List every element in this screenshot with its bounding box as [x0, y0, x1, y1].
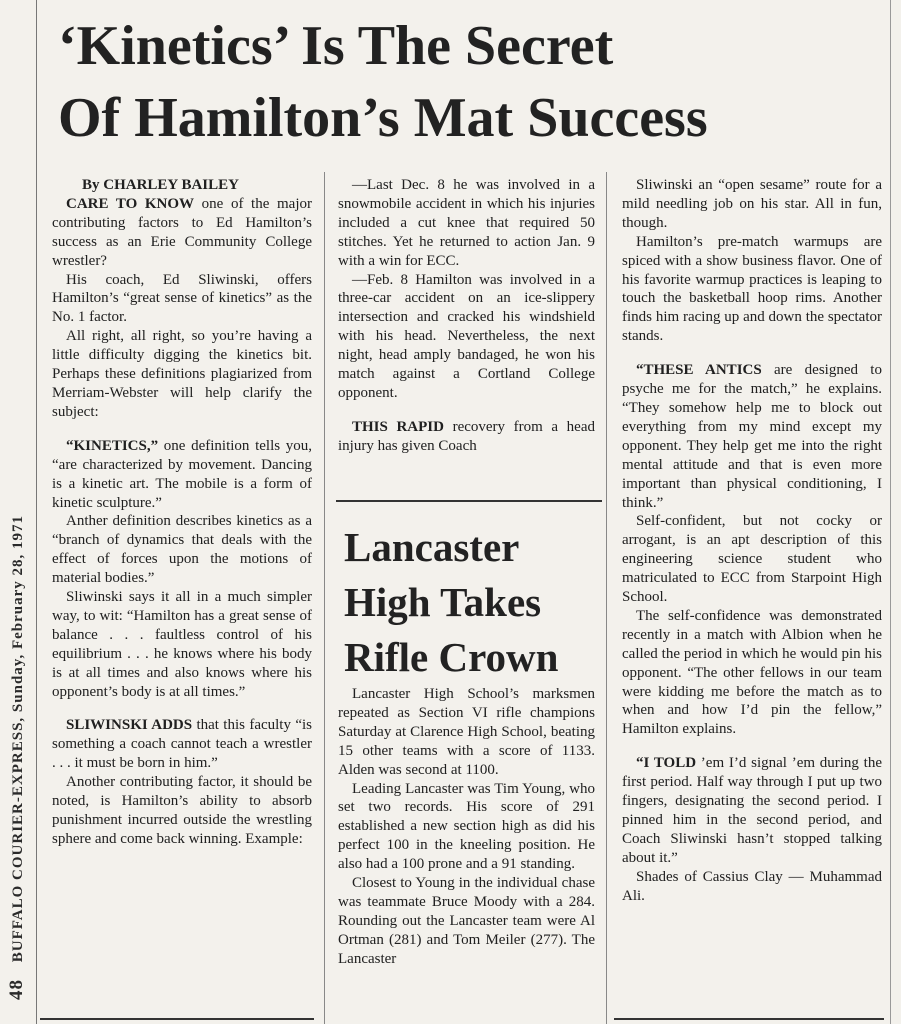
sidebar-box-top-rule: [336, 500, 602, 502]
paragraph: [622, 176, 882, 233]
column-3-body: [622, 176, 882, 906]
paragraph-text: His coach, Ed Sliwinski, offers Hamilton’s “great sense of kinetics” as the No. 1 factor.: [52, 271, 312, 326]
paragraph-text: one of the major contributing factors to Ed Hamilton’s success as an Erie Community College wrestler?: [52, 195, 312, 269]
paragraph: [622, 361, 882, 512]
sidebar-headline-line-1: Lancaster: [344, 524, 520, 570]
headline-line-1: ‘Kinetics’ Is The Secret: [58, 15, 614, 77]
paragraph: [338, 685, 595, 780]
paragraph: [338, 874, 595, 969]
paragraph-text: Sliwinski says it all in a much simpler way, to wit: “Hamilton has a great sense of balance . . . faultless control of his equilibrium . . . he knows where his body is at all times and also knows where his opponent’s body is at all times.”: [52, 589, 312, 700]
paragraph: [52, 271, 312, 328]
paragraph-text: Sliwinski an “open sesame” route for a mild needling job on his star. All in fun, though.: [622, 177, 882, 231]
headline-line-2: Of Hamilton’s Mat Success: [58, 87, 708, 149]
paragraph-text: ’em I’d signal ’em during the first period. Half way through I put up two fingers, designating the second period. I pinned him in the second period, and Coach Sliwinski hasn’t stopped talking about it.”: [622, 755, 882, 866]
sidebar-headline-line-2: High Takes: [344, 579, 542, 625]
page-number: 48: [6, 979, 27, 1000]
article-column-1: [52, 176, 312, 849]
page-folio: [6, 400, 28, 1000]
byline: By CHARLEY BAILEY: [82, 177, 239, 193]
column-divider-2: [606, 172, 607, 1024]
paragraph-text: All right, all right, so you’re having a little difficulty digging the kinetics bit. Perhaps these definitions plagiarized from Merriam-Webster will help clarify the subject:: [52, 328, 312, 420]
paragraph-lead-in: CARE TO KNOW: [66, 195, 195, 212]
paragraph-text: one definition tells you, “are characterized by movement. Dancing is a kinetic art. The mobile is a form of kinetic sculpture.”: [52, 437, 312, 511]
paragraph-text: that this faculty “is something a coach cannot teach a wrestler . . . it must be born in him.”: [52, 717, 312, 772]
left-column-rule: [36, 0, 37, 1024]
sidebar-story-headline: [344, 520, 594, 685]
paragraph-lead-in: “THESE ANTICS: [636, 362, 762, 379]
paragraph-text: recovery from a head injury has given Coach: [338, 418, 595, 454]
paragraph: [52, 512, 312, 588]
column-2-body: [338, 176, 595, 456]
paragraph: [338, 780, 595, 875]
paragraph-text: Self-confident, but not cocky or arrogant, is an apt description of this engineering science student who matriculated to ECC from Starpoint High School.: [622, 513, 882, 606]
bottom-rule-left: [40, 1018, 314, 1020]
paragraph-text: —Feb. 8 Hamilton was involved in a three-car accident on an ice-slippery intersection and cracked his windshield with his head. Nevertheless, the next night, head amply bandaged, he won his match against a Cortland College opponent.: [338, 271, 595, 401]
paragraph-text: Anther definition describes kinetics as a “branch of dynamics that deals with the effect of forces upon the motions of material bodies.”: [52, 513, 312, 587]
paragraph-text: Closest to Young in the individual chase was teammate Bruce Moody with a 284. Rounding out the Lancaster team were Al Ortman (281) and Tom Meiler (277). The Lancaster: [338, 875, 595, 967]
paragraph: [52, 716, 312, 773]
paragraph: [622, 512, 882, 607]
paragraph-text: Hamilton’s pre-match warmups are spiced with a show business flavor. One of his favorite warmup practices is leaping to touch the basketball hoop rims. Another finds him racing up and down the spectator stands.: [622, 233, 882, 345]
paragraph: [338, 418, 595, 456]
article-column-3: [622, 176, 882, 906]
column-1-body: [52, 195, 312, 849]
paragraph: [52, 195, 312, 271]
sidebar-story-paragraphs: [338, 685, 595, 969]
bottom-rule-right: [614, 1018, 884, 1020]
paragraph: [338, 176, 595, 271]
article-headline: [58, 10, 878, 154]
paragraph: [622, 607, 882, 739]
paragraph: [52, 437, 312, 513]
paragraph-lead-in: SLIWINSKI ADDS: [66, 717, 193, 734]
paragraph-lead-in: “KINETICS,”: [66, 437, 159, 454]
paragraph-text: Leading Lancaster was Tim Young, who set two records. His score of 291 established a new section high as did his perfect 100 in the kneeling position. He also had a 100 prone and a 91 standing.: [338, 780, 595, 873]
paragraph-text: are designed to psyche me for the match,” he explains. “They somehow help me to block out everything from my mind except my opponent. They help get me into the right mental attitude and that is even more important than physical conditioning, I think.”: [622, 362, 882, 511]
paragraph: [52, 327, 312, 422]
article-column-2: [338, 176, 595, 456]
paragraph-text: Lancaster High School’s marksmen repeated as Section VI rifle champions Saturday at Clarence High School, beating 15 other teams with a score of 1133. Alden was second at 1100.: [338, 686, 595, 778]
paragraph: [52, 773, 312, 849]
paragraph-text: The self-confidence was demonstrated recently in a match with Albion when he called the period in which he would pin his opponent. “The other fellows in our team were kidding me before the match as to when and how I’d pin the fellow,” Hamilton explains.: [622, 607, 882, 738]
paragraph-text: Shades of Cassius Clay — Muhammad Ali.: [622, 868, 882, 904]
paragraph: [622, 754, 882, 867]
folio-text: BUFFALO COURIER-EXPRESS, Sunday, February 28, 1971: [10, 514, 26, 963]
paragraph-lead-in: THIS RAPID: [352, 418, 444, 435]
paragraph: [338, 271, 595, 403]
sidebar-headline-line-3: Rifle Crown: [344, 634, 559, 680]
paragraph-text: Another contributing factor, it should be noted, is Hamilton’s ability to absorb punishment incurred outside the wrestling sphere and come back winning. Example:: [52, 774, 312, 847]
paragraph: [622, 233, 882, 346]
paragraph: [52, 588, 312, 701]
column-divider-1: [324, 172, 325, 1024]
right-edge-rule: [890, 0, 891, 1024]
paragraph: [622, 868, 882, 906]
paragraph-lead-in: “I TOLD: [636, 755, 697, 772]
paragraph-text: —Last Dec. 8 he was involved in a snowmobile accident in which his injuries included a cut knee that required 50 stitches. Yet he returned to action Jan. 9 with a win for ECC.: [338, 177, 595, 269]
sidebar-story-body: [338, 685, 595, 969]
